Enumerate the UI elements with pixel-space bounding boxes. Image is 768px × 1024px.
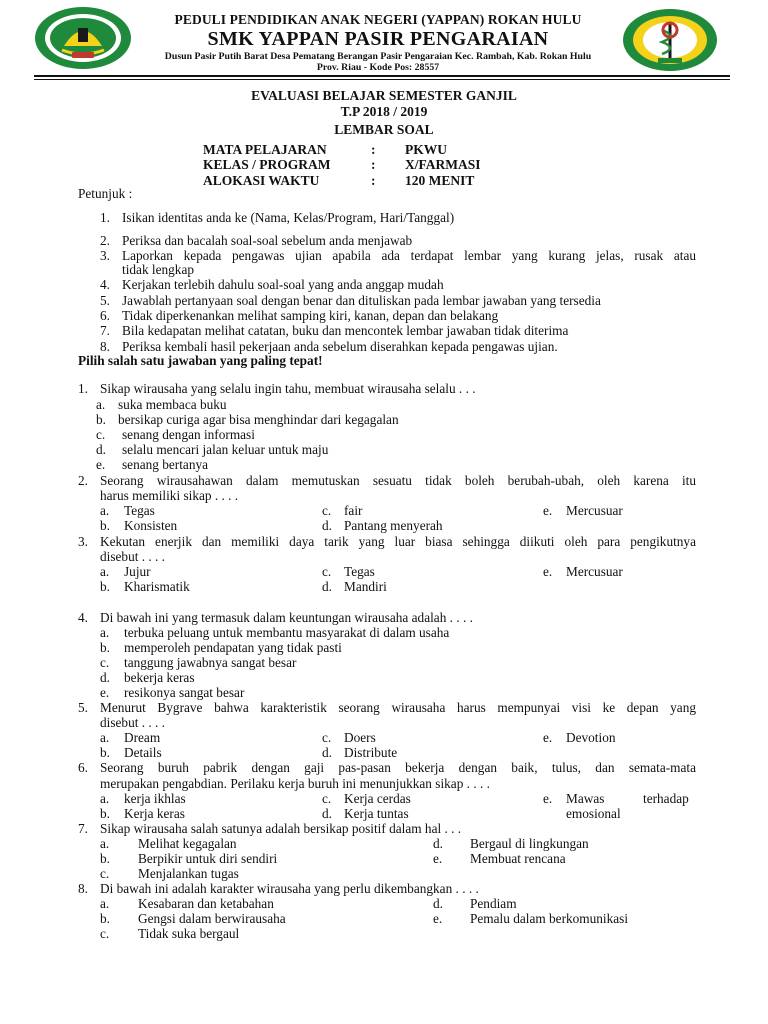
option-letter: e.: [543, 564, 553, 579]
option-text: terbuka peluang untuk membantu masyarakat di dalam usaha: [124, 625, 450, 640]
option-text: emosional: [566, 806, 621, 821]
option-text: Tegas: [124, 503, 155, 518]
option-text: Jujur: [124, 564, 151, 579]
question-text: disebut . . . .: [100, 549, 166, 564]
option-letter: e.: [433, 911, 443, 926]
meta-row-subject: [203, 142, 603, 158]
meta-colon: :: [371, 157, 376, 172]
option-letter: b.: [100, 806, 110, 821]
option-letter: c.: [322, 791, 332, 806]
instructions-heading: Petunjuk :: [78, 186, 133, 201]
question-text: Sikap wirausaha yang selalu ingin tahu, membuat wirausaha selalu . . .: [100, 381, 476, 396]
option-letter: b.: [100, 640, 110, 655]
question-text: Seorang buruh pabrik dengan gaji pas-pasan bekerja dengan baik, tulus, dan semata-mata: [100, 760, 696, 775]
option-letter: e.: [96, 457, 106, 472]
exam-year: T.P 2018 / 2019: [340, 104, 428, 119]
option-text: fair: [344, 503, 363, 518]
option-letter: e.: [543, 730, 553, 745]
option-text: senang dengan informasi: [122, 427, 255, 442]
option-letter: b.: [100, 518, 110, 533]
option-text: Tegas: [344, 564, 375, 579]
foundation-name: PEDULI PENDIDIKAN ANAK NEGERI (YAPPAN) ROKAN HULU: [174, 12, 582, 27]
question-number: 3.: [78, 534, 88, 549]
option-letter: c.: [100, 926, 110, 941]
option-text: Kerja keras: [124, 806, 185, 821]
option-text: senang bertanya: [122, 457, 209, 472]
option-letter: e.: [100, 685, 110, 700]
sheet-title: LEMBAR SOAL: [334, 122, 434, 137]
question-number: 4.: [78, 610, 88, 625]
question-text: merupakan pengabdian. Perilaku kerja buruh ini menunjukkan sikap . . . .: [100, 776, 490, 791]
option-letter: a.: [100, 503, 110, 518]
option-text: kerja ikhlas: [124, 791, 186, 806]
option-text: Membuat rencana: [470, 851, 566, 866]
option-text: Mercusuar: [566, 564, 623, 579]
option-text: Dream: [124, 730, 161, 745]
instruction-text: Jawablah pertanyaan soal dengan benar dan dituliskan pada lembar jawaban yang tersedia: [122, 293, 601, 308]
option-text: Tidak suka bergaul: [138, 926, 240, 941]
option-text: Melihat kegagalan: [138, 836, 237, 851]
question-text: harus memiliki sikap . . . .: [100, 488, 239, 503]
school-name: SMK YAPPAN PASIR PENGARAIAN: [207, 28, 549, 50]
option-letter: c.: [100, 866, 110, 881]
instruction-text: Kerjakan terlebih dahulu soal-soal yang anda anggap mudah: [122, 277, 444, 292]
instruction-number: 4.: [100, 277, 110, 292]
option-text: Pemalu dalam berkomunikasi: [470, 911, 629, 926]
question-text: Sikap wirausaha salah satunya adalah bersikap positif dalam hal . . .: [100, 821, 462, 836]
instruction-text: Bila kedapatan melihat catatan, buku dan mencontek lembar jawaban tidak diterima: [122, 323, 569, 338]
option-letter: c.: [322, 730, 332, 745]
option-letter: b.: [100, 745, 110, 760]
meta-colon: :: [371, 142, 376, 157]
question-number: 2.: [78, 473, 88, 488]
option-text: Pendiam: [470, 896, 517, 911]
option-text: memperoleh pendapatan yang tidak pasti: [124, 640, 342, 655]
instruction-number: 6.: [100, 308, 110, 323]
exam-title: EVALUASI BELAJAR SEMESTER GANJIL: [251, 88, 517, 103]
option-letter: a.: [100, 791, 110, 806]
option-letter: a.: [100, 730, 110, 745]
option-text: bersikap curiga agar bisa menghindar dari kegagalan: [118, 412, 399, 427]
instruction-number: 3.: [100, 248, 110, 263]
meta-colon: :: [371, 173, 376, 188]
option-text: Menjalankan tugas: [138, 866, 239, 881]
instruction-number: 8.: [100, 339, 110, 354]
option-letter: d.: [433, 896, 443, 911]
option-letter: a.: [100, 836, 110, 851]
option-text: Gengsi dalam berwirausaha: [138, 911, 286, 926]
option-letter: b.: [100, 911, 110, 926]
header-divider: [34, 75, 730, 77]
instruction-text: Isikan identitas anda ke (Nama, Kelas/Program, Hari/Tanggal): [122, 210, 455, 225]
option-letter: c.: [100, 655, 110, 670]
option-letter: a.: [100, 625, 110, 640]
smk-yappan-logo-icon: [622, 8, 718, 72]
question-number: 6.: [78, 760, 88, 775]
option-letter: d.: [433, 836, 443, 851]
option-letter: e.: [543, 503, 553, 518]
option-letter: d.: [322, 518, 332, 533]
option-letter: a.: [100, 564, 110, 579]
option-text: selalu mencari jalan keluar untuk maju: [122, 442, 329, 457]
option-text: Details: [124, 745, 162, 760]
instruction-text: Laporkan kepada pengawas ujian apabila ada terdapat lembar yang kurang jelas, rusak atau: [122, 248, 696, 263]
option-text: Kharismatik: [124, 579, 190, 594]
question-text: Di bawah ini yang termasuk dalam keuntungan wirausaha adalah . . . .: [100, 610, 473, 625]
option-text: Mandiri: [344, 579, 387, 594]
answer-directive: Pilih salah satu jawaban yang paling tepat!: [78, 353, 323, 368]
question-number: 1.: [78, 381, 88, 396]
option-text: Mercusuar: [566, 503, 623, 518]
option-text: Kerja cerdas: [344, 791, 411, 806]
instruction-number: 7.: [100, 323, 110, 338]
option-text: Distribute: [344, 745, 398, 760]
option-text: Berpikir untuk diri sendiri: [138, 851, 278, 866]
option-text: bekerja keras: [124, 670, 195, 685]
option-text: Doers: [344, 730, 376, 745]
instruction-text: tidak lengkap: [122, 262, 195, 277]
school-province: Prov. Riau - Kode Pos: 28557: [316, 62, 440, 73]
instruction-number: 2.: [100, 233, 110, 248]
instruction-text: Tidak diperkenankan melihat samping kiri, kanan, depan dan belakang: [122, 308, 499, 323]
question-number: 7.: [78, 821, 88, 836]
school-address: Dusun Pasir Putih Barat Desa Pematang Berangan Pasir Pengaraian Kec. Rambah, Kab. Rokan Hulu: [164, 51, 592, 62]
option-text: resikonya sangat besar: [124, 685, 245, 700]
question-text: Seorang wirausahawan dalam memutuskan sesuatu tidak boleh berubah-ubah, oleh karena itu: [100, 473, 696, 488]
option-text: terhadap: [643, 791, 689, 806]
option-text: Devotion: [566, 730, 616, 745]
option-text: Bergaul di lingkungan: [470, 836, 589, 851]
question-text: Menurut Bygrave bahwa karakteristik seorang wirausaha harus mempunyai visi ke depan yang: [100, 700, 696, 715]
question-text: Di bawah ini adalah karakter wirausaha yang perlu dikembangkan . . . .: [100, 881, 479, 896]
option-letter: d.: [322, 806, 332, 821]
yappan-foundation-logo-icon: [34, 6, 132, 70]
meta-row-duration: [203, 173, 603, 189]
option-text: Kesabaran dan ketabahan: [138, 896, 274, 911]
option-letter: b.: [100, 851, 110, 866]
option-letter: d.: [322, 745, 332, 760]
option-letter: d.: [96, 442, 106, 457]
option-letter: c.: [322, 503, 332, 518]
option-letter: e.: [433, 851, 443, 866]
meta-label: MATA PELAJARAN: [203, 142, 327, 157]
meta-value: X/FARMASI: [405, 157, 481, 172]
option-text: Konsisten: [124, 518, 178, 533]
meta-value: PKWU: [405, 142, 447, 157]
instruction-text: Periksa kembali hasil pekerjaan anda sebelum diserahkan kepada pengawas ujian.: [122, 339, 558, 354]
meta-label: KELAS / PROGRAM: [203, 157, 331, 172]
question-text: disebut . . . .: [100, 715, 166, 730]
meta-row-class: [203, 157, 603, 173]
option-letter: e.: [543, 791, 553, 806]
question-number: 5.: [78, 700, 88, 715]
question-number: 8.: [78, 881, 88, 896]
option-letter: b.: [96, 412, 106, 427]
header-divider: [34, 79, 730, 80]
option-text: Kerja tuntas: [344, 806, 409, 821]
option-letter: d.: [322, 579, 332, 594]
option-letter: b.: [100, 579, 110, 594]
instruction-number: 1.: [100, 210, 110, 225]
option-letter: a.: [96, 397, 106, 412]
option-text: suka membaca buku: [118, 397, 227, 412]
option-letter: c.: [96, 427, 106, 442]
option-text: tanggung jawabnya sangat besar: [124, 655, 297, 670]
option-text: Mawas: [566, 791, 605, 806]
option-letter: d.: [100, 670, 110, 685]
option-text: Pantang menyerah: [344, 518, 443, 533]
question-text: Kekutan enerjik dan memiliki daya tarik yang luar biasa sehingga diikuti oleh para pengikutnya: [100, 534, 696, 549]
instruction-text: Periksa dan bacalah soal-soal sebelum anda menjawab: [122, 233, 413, 248]
instruction-number: 5.: [100, 293, 110, 308]
option-letter: a.: [100, 896, 110, 911]
option-letter: c.: [322, 564, 332, 579]
meta-value: 120 MENIT: [405, 173, 475, 188]
meta-label: ALOKASI WAKTU: [203, 173, 320, 188]
